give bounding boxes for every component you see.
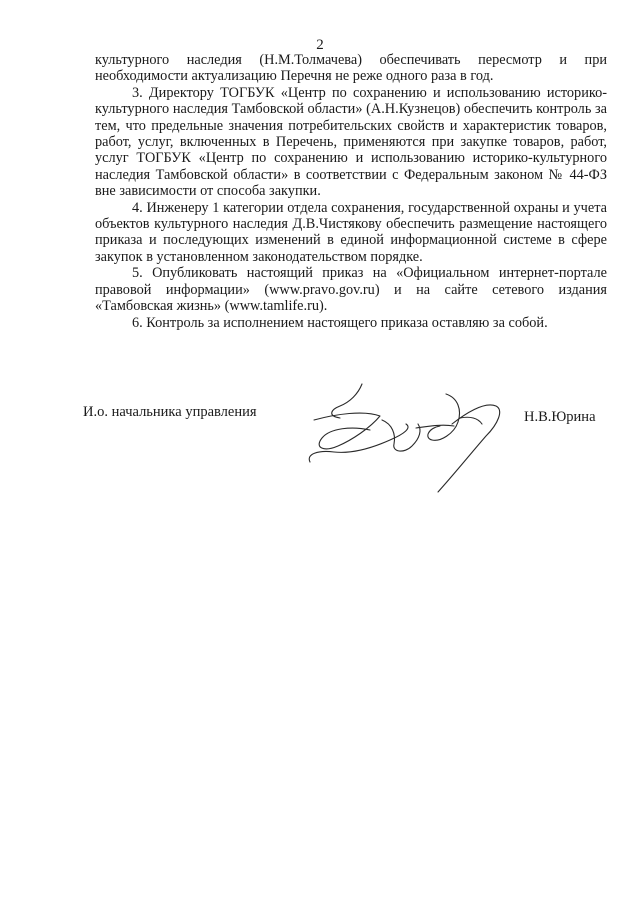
handwritten-signature — [300, 380, 530, 505]
paragraph-item-3: 3. Директору ТОГБУК «Центр по сохранению и использованию историко-культурного наследия Тамбовской области» (А.Н.Кузнецов) обеспечить контроль за тем, что предельные значения потребительских свойств и характеристик товаров, работ, услуг, включенных в Перечень, применяются при закупке товаров, работ, услуг ТОГБУК «Центр по сохранению и использованию историко-культурного наследия Тамбовской области» в соответствии с Федеральным законом № 44-ФЗ вне зависимости от способа закупки. — [95, 84, 607, 200]
page-number: 2 — [316, 37, 324, 53]
signer-name: Н.В.Юрина — [524, 409, 596, 425]
document-body — [95, 52, 607, 331]
paragraph-item-5: 5. Опубликовать настоящий приказ на «Официальном интернет-портале правовой информации» (www.pravo.gov.ru) и на сайте сетевого издания «Тамбовская жизнь» (www.tamlife.ru). — [95, 265, 607, 315]
signature-block — [0, 380, 640, 520]
paragraph-item-4: 4. Инженеру 1 категории отдела сохранения, государственной охраны и учета объектов культурного наследия Д.В.Чистякову обеспечить размещение настоящего приказа и последующих изменений в единой информационной системе в сфере закупок в установленном законодательством порядке. — [95, 199, 607, 265]
signer-title: И.о. начальника управления — [83, 404, 257, 420]
paragraph-continuation: культурного наследия (Н.М.Толмачева) обеспечивать пересмотр и при необходимости актуализацию Перечня не реже одного раза в год. — [95, 52, 607, 85]
paragraph-item-6: 6. Контроль за исполнением настоящего приказа оставляю за собой. — [132, 314, 548, 331]
